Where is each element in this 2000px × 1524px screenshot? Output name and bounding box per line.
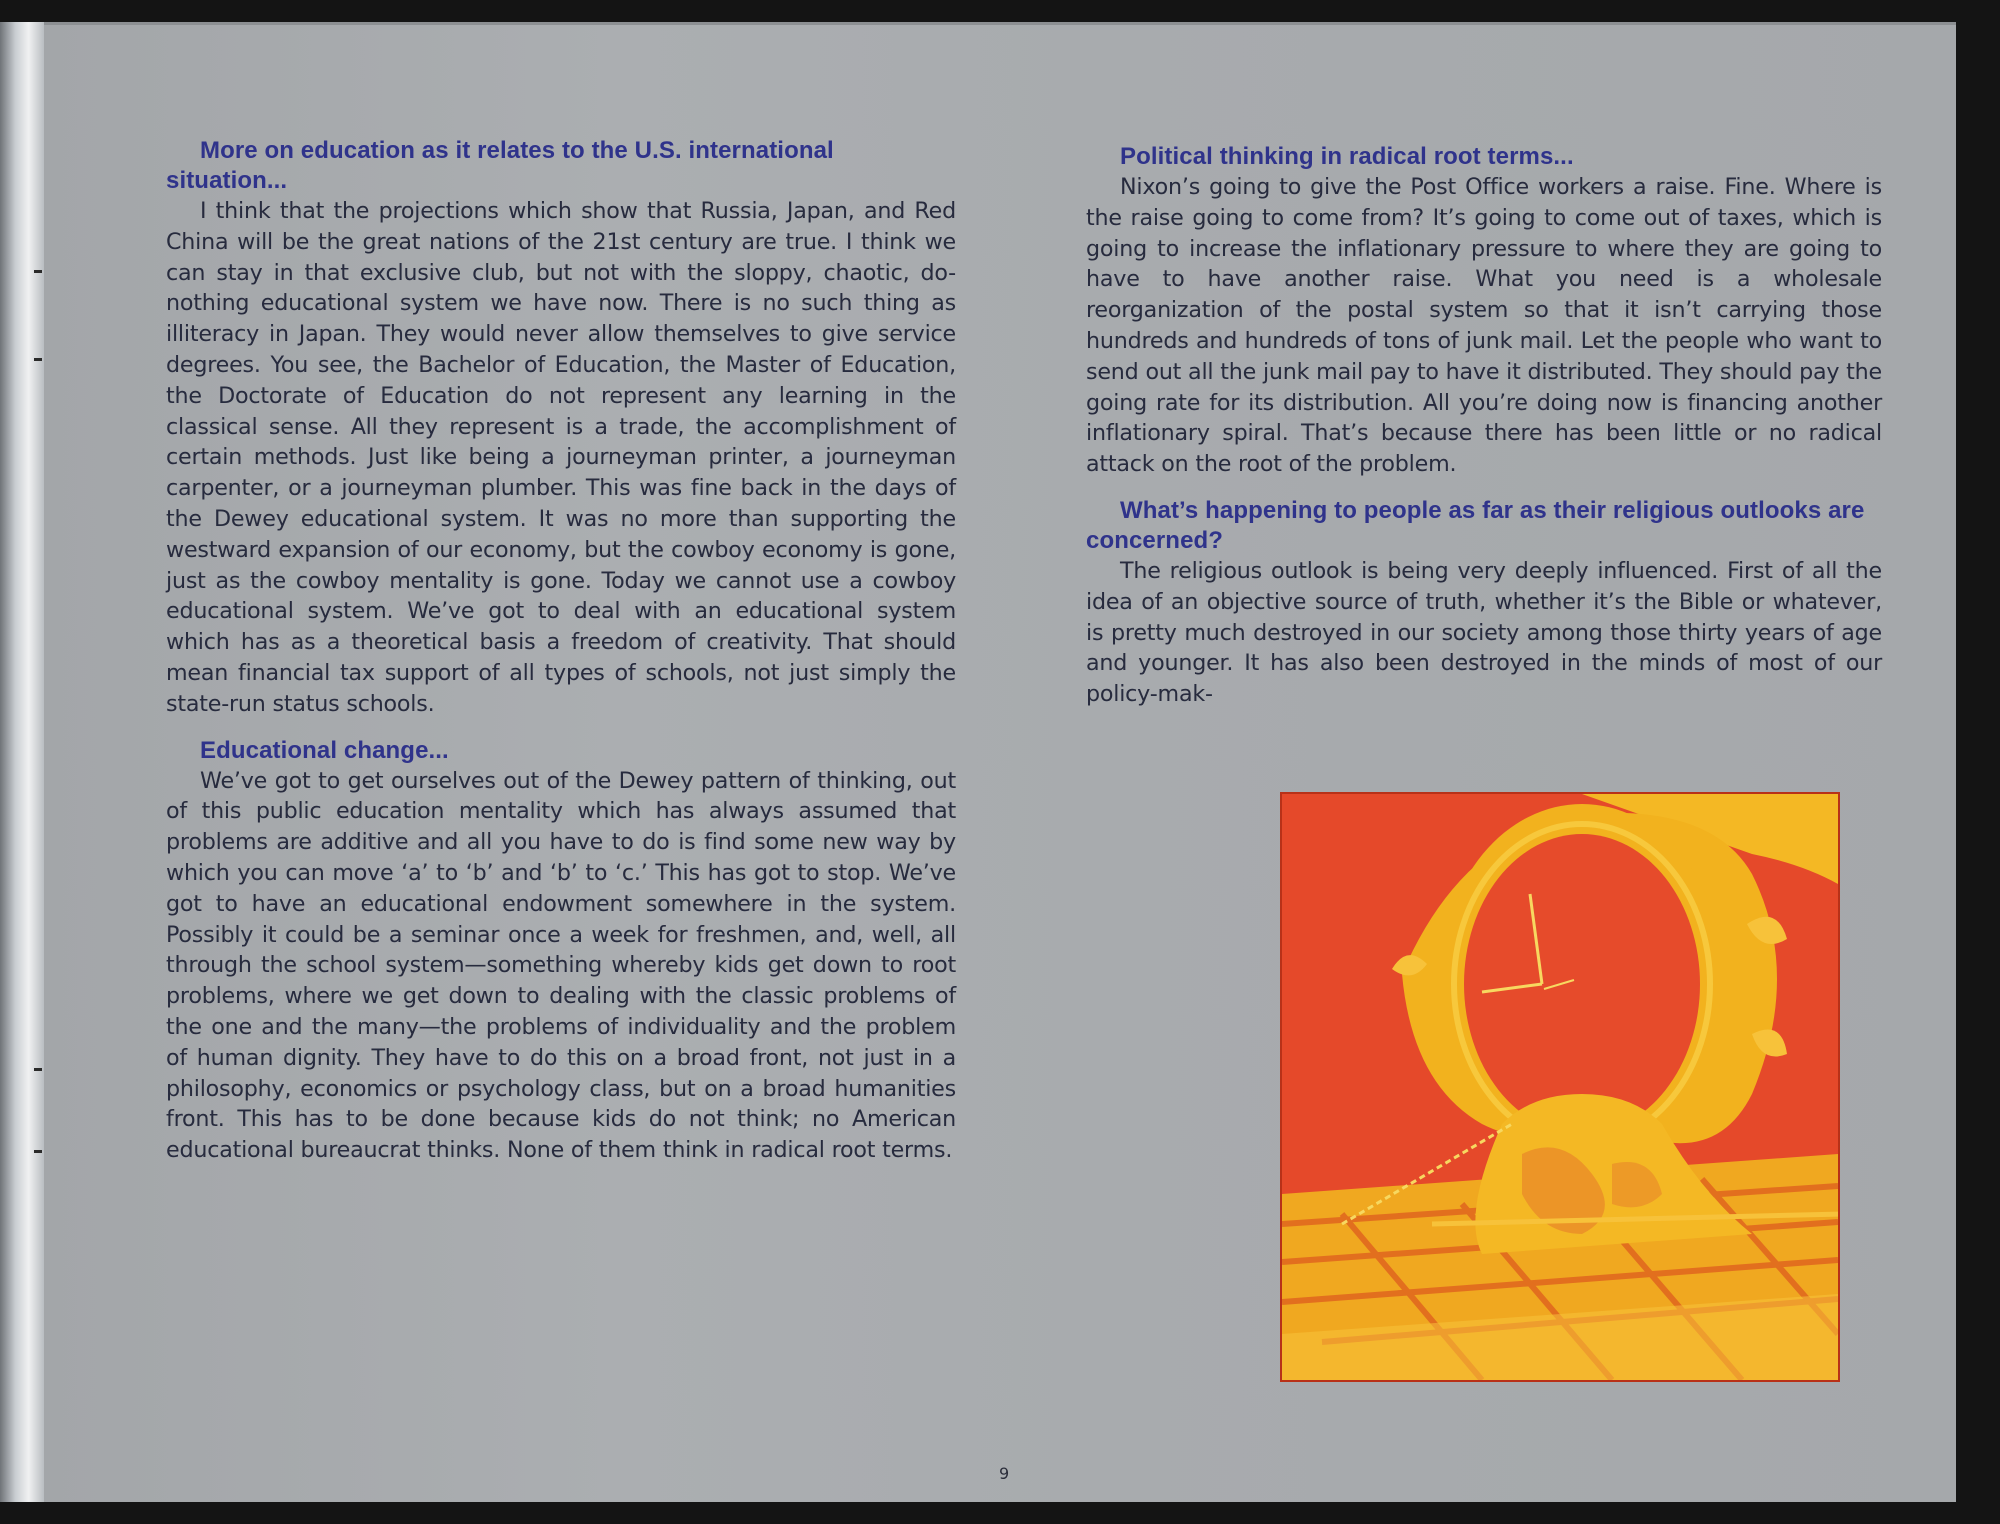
- right-column: [1086, 142, 1882, 726]
- paragraph-religious-outlook: The religious outlook is being very deeply influenced. First of all the idea of an objective source of truth, whether it’s the Bible or whatever, is pretty much destroyed in our society among those thirty years of age and younger. It has also been destroyed in the minds of most of our policy-mak-: [1086, 557, 1882, 708]
- paragraph-dewey-pattern: We’ve got to get ourselves out of the Dewey pattern of thinking, out of this public education mentality which has always assumed that problems are additive and all you have to do is find some new way by which you can move ‘a’ to ‘b’ and ‘b’ to ‘c.’ This has got to stop. We’ve got to have an educational endowment somewhere in the system. Possibly it could be a seminar once a week for freshmen, and, well, all through the school system—something whereby kids get down to root problems, where we get down to dealing with the classic problems of the one and the many—the problems of individuality and the problem of human dignity. They have to do this on a broad front, not just in a philosophy, economics or psychology class, but on a broad humanities front. This has to be done because kids do not think; no American educational bureaucrat thinks. None of them think in radical root terms.: [166, 767, 956, 1164]
- heading-religious-outlooks: What’s happening to people as far as their religious outlooks are concerned?: [1086, 496, 1865, 554]
- paragraph-projections: I think that the projections which show that Russia, Japan, and Red China will be the great nations of the 21st century are true. I think we can stay in that exclusive club, but not with the sloppy, chaotic, do-nothing educational system we have now. There is no such thing as illiteracy in Japan. They would never allow themselves to give service degrees. You see, the Bachelor of Education, the Master of Education, the Doctorate of Education do not represent any learning in the classical sense. All they represent is a trade, the accomplishment of certain methods. Just like being a journeyman printer, a journeyman carpenter, or a journeyman plumber. This was fine back in the days of the Dewey educational system. It was no more than supporting the westward expansion of our economy, but the cowboy economy is gone, just as the cowboy mentality is gone. Today we cannot use a cowboy educational system. We’ve got to deal with an educational system which has as a theoretical basis a freedom of creativity. That should mean financial tax support of all types of schools, not just simply the state-run status schools.: [166, 198, 956, 717]
- staple-mark: [34, 1068, 42, 1071]
- left-column: [166, 136, 956, 1182]
- paragraph-post-office-raise: Nixon’s going to give the Post Office workers a raise. Fine. Where is the raise going to come from? It’s going to come out of taxes, which is going to increase the inflationary pressure to where they are going to have to have another raise. What you need is a wholesale reorganization of the postal system so that it isn’t carrying those hundreds and hundreds of tons of junk mail. Let the people who want to send out all the junk mail pay to have it distributed. They should pay the going rate for its distribution. All you’re doing now is financing another inflationary spiral. That’s because there has been little or no radical attack on the root of the problem.: [1086, 174, 1882, 478]
- heading-educational-change: Educational change...: [200, 736, 449, 764]
- page-number: 9: [999, 1464, 1010, 1483]
- page-top-edge: [44, 22, 1956, 25]
- book-binding: [0, 22, 44, 1502]
- heading-us-international-situation: More on education as it relates to the U.S. international situation...: [166, 137, 834, 194]
- heading-political-thinking: Political thinking in radical root terms...: [1120, 143, 1574, 170]
- staple-mark: [34, 358, 42, 361]
- clock-photograph: [1280, 792, 1840, 1382]
- clock-illustration: [1282, 794, 1838, 1380]
- staple-mark: [34, 270, 42, 273]
- booklet-page: [44, 22, 1956, 1502]
- staple-mark: [34, 1150, 42, 1153]
